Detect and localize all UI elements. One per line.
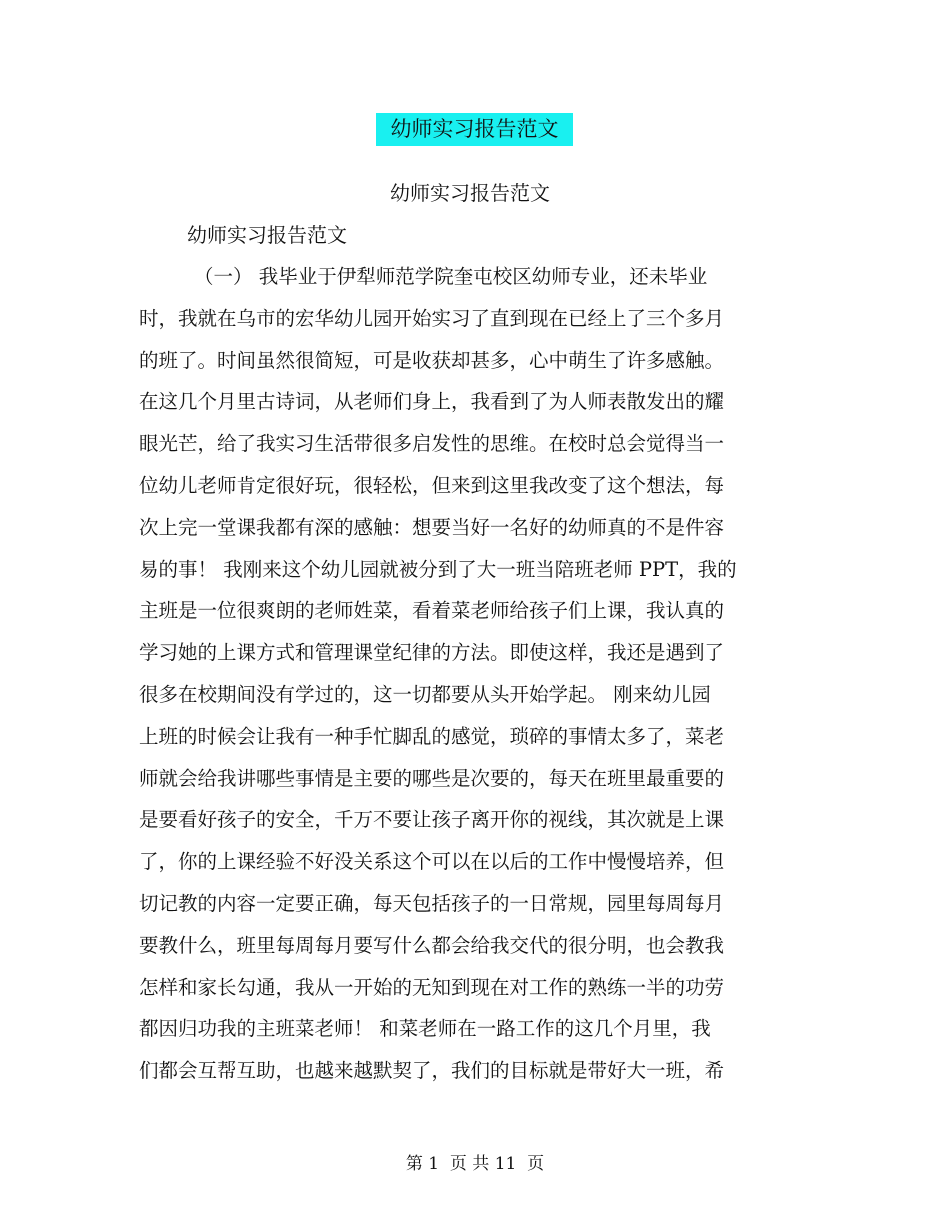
body-line: 主班是一位很爽朗的老师姓菜，看着菜老师给孩子们上课，我认真的 xyxy=(139,599,725,623)
body-line: 眼光芒，给了我实习生活带很多启发性的思维。在校时总会觉得当一 xyxy=(139,432,725,456)
body-line: 时，我就在乌市的宏华幼儿园开始实习了直到现在已经上了三个多月 xyxy=(139,306,725,330)
body-line: 上班的时候会让我有一种手忙脚乱的感觉，琐碎的事情太多了，菜老 xyxy=(139,724,725,748)
body-text xyxy=(139,263,819,1099)
page-number-footer: 第 1 页 共 11 页 xyxy=(405,1154,545,1174)
body-line: 学习她的上课方式和管理课堂纪律的方法。即使这样，我还是遇到了 xyxy=(139,641,725,665)
body-line: 们都会互帮互助，也越来越默契了，我们的目标就是带好大一班，希 xyxy=(139,1059,725,1083)
section-heading: 幼师实习报告范文 xyxy=(187,223,347,247)
body-line: 很多在校期间没有学过的，这一切都要从头开始学起。 刚来幼儿园 xyxy=(139,682,711,706)
body-line: 怎样和家长勾通，我从一开始的无知到现在对工作的熟练一半的功劳 xyxy=(139,975,725,999)
body-line: 的班了。时间虽然很简短，可是收获却甚多，心中萌生了许多感触。 xyxy=(139,348,725,372)
body-line: （一） 我毕业于伊犁师范学院奎屯校区幼师专业，还未毕业 xyxy=(194,265,708,288)
body-line: 了，你的上课经验不好没关系这个可以在以后的工作中慢慢培养，但 xyxy=(139,850,725,874)
body-line: 次上完一堂课我都有深的感触：想要当好一名好的幼师真的不是件容 xyxy=(139,515,725,539)
body-line: 师就会给我讲哪些事情是主要的哪些是次要的，每天在班里最重要的 xyxy=(139,766,725,790)
body-line: 都因归功我的主班菜老师！ 和菜老师在一路工作的这几个月里，我 xyxy=(139,1017,711,1041)
body-line: 易的事！ 我刚来这个幼儿园就被分到了大一班当陪班老师 PPT，我的 xyxy=(139,557,737,581)
body-line: 要教什么，班里每周每月要写什么都会给我交代的很分明，也会教我 xyxy=(139,933,725,957)
body-line: 位幼儿老师肯定很好玩，很轻松，但来到这里我改变了这个想法，每 xyxy=(139,473,725,497)
document-title-highlighted: 幼师实习报告范文 xyxy=(376,113,573,146)
body-line: 在这几个月里古诗词，从老师们身上，我看到了为人师表散发出的耀 xyxy=(139,390,725,414)
document-subtitle: 幼师实习报告范文 xyxy=(390,181,550,205)
body-line: 切记教的内容一定要正确，每天包括孩子的一日常规，园里每周每月 xyxy=(139,891,725,915)
body-line: 是要看好孩子的安全，千万不要让孩子离开你的视线，其次就是上课 xyxy=(139,808,725,832)
